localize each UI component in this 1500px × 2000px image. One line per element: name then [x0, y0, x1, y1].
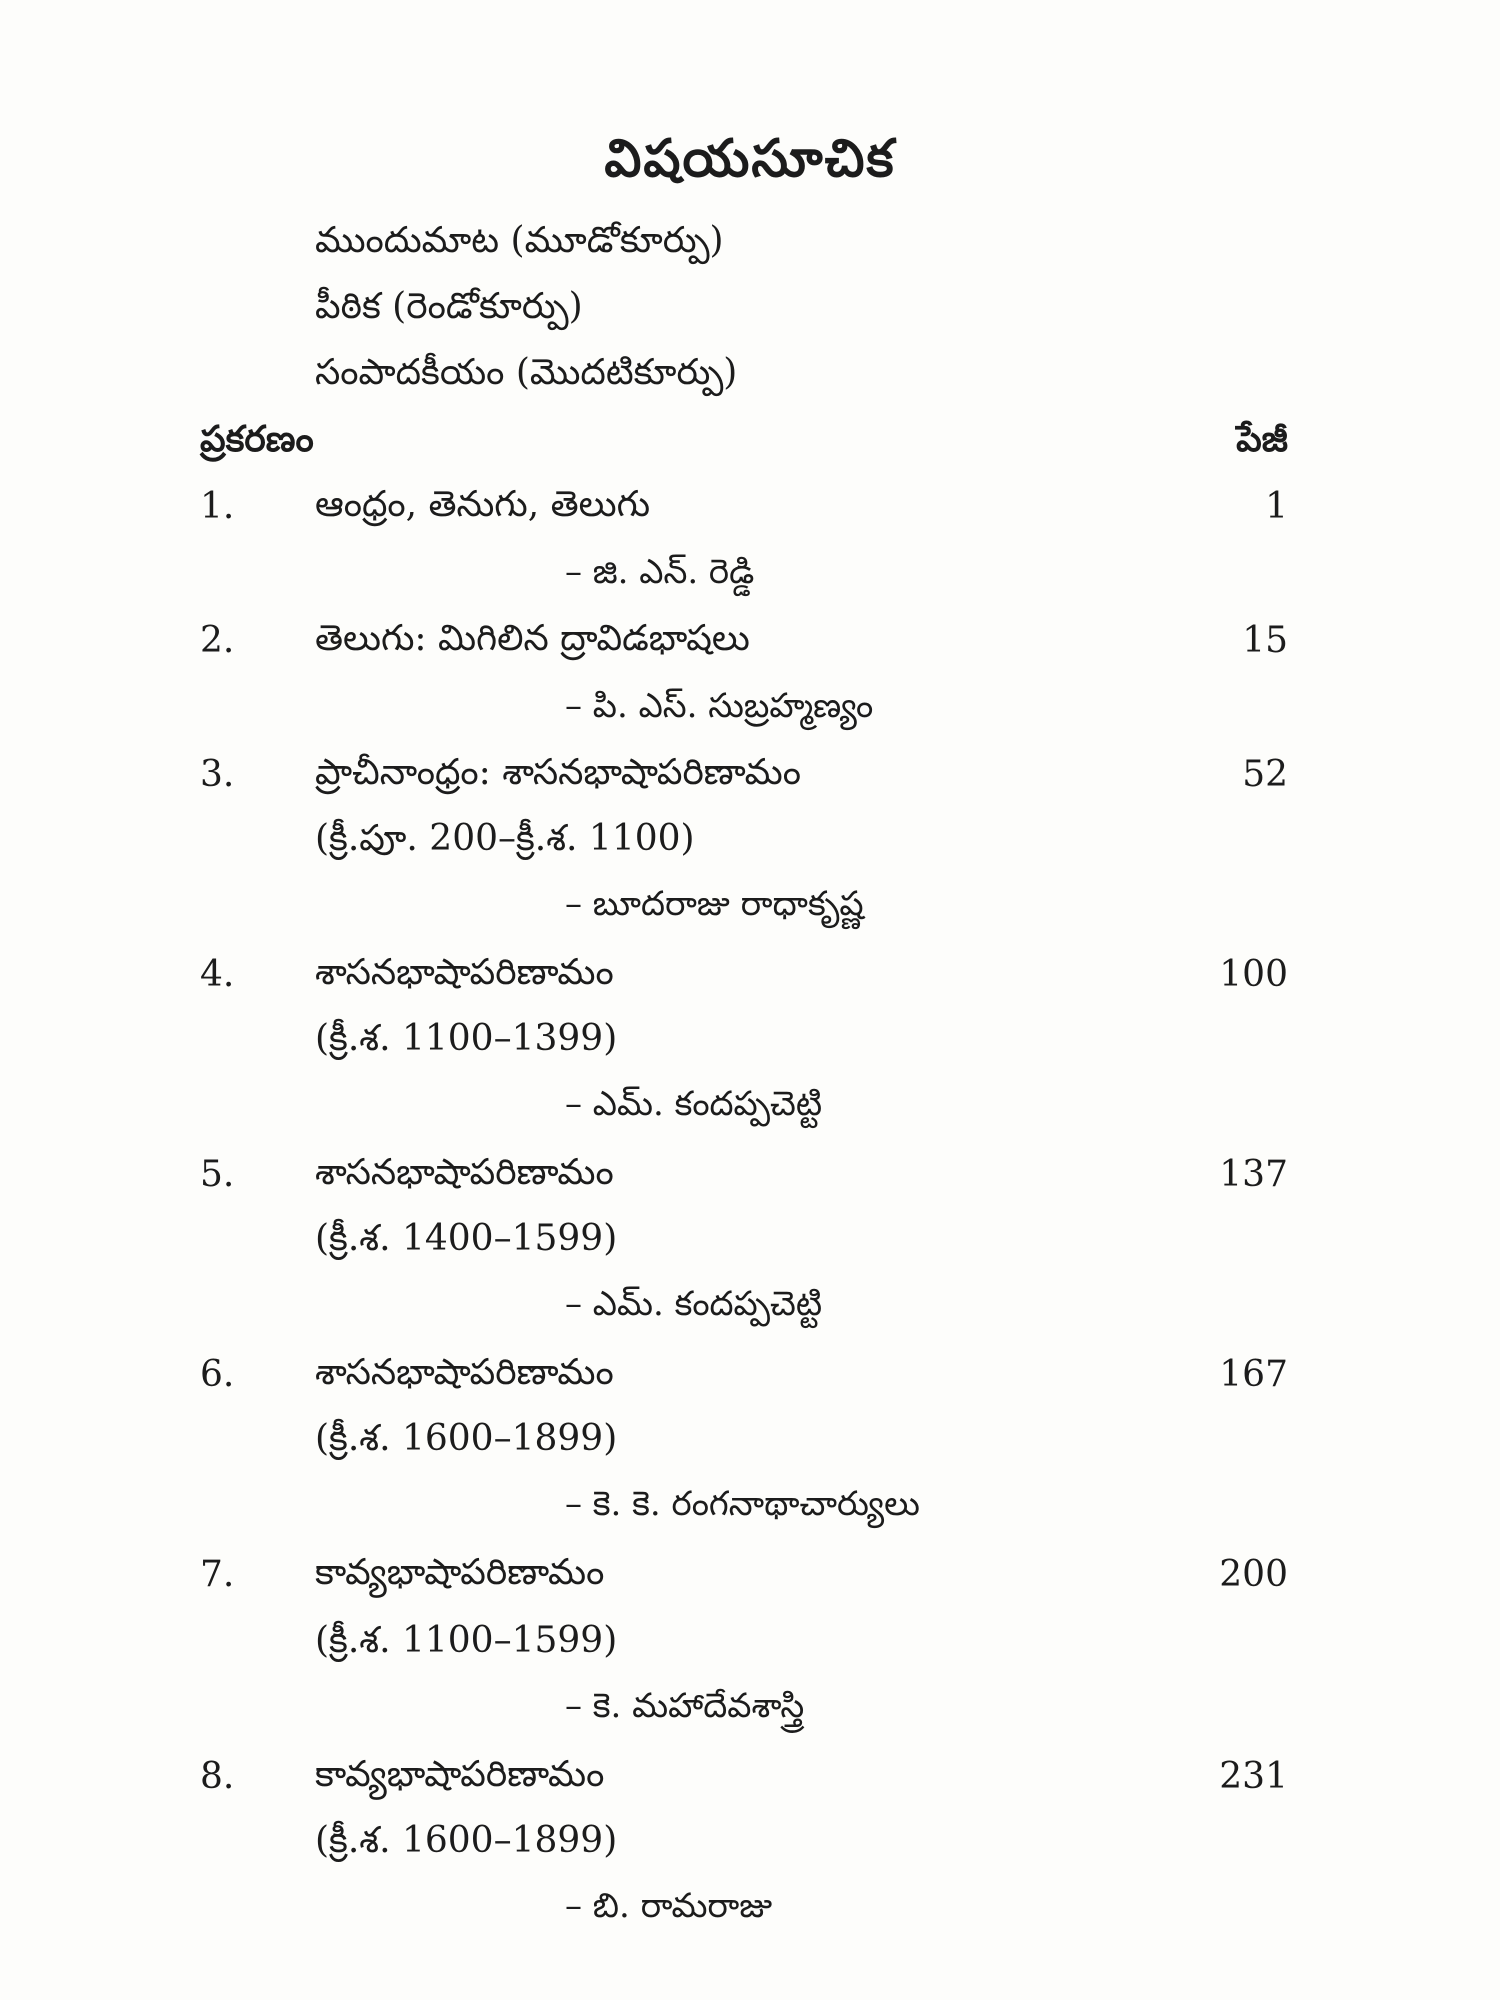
entry-number: 3. — [200, 754, 235, 795]
entry-title: ఆంధ్రం, తెనుగు, తెలుగు — [315, 484, 651, 525]
entry-subtitle: (క్రీ.శ. 1600–1899) — [315, 1418, 618, 1459]
entry-subtitle: (క్రీ.శ. 1100–1599) — [315, 1620, 618, 1661]
entry-subtitle: (క్రీ.శ. 1600–1899) — [315, 1820, 618, 1861]
page-column-header: పేజీ — [1236, 418, 1288, 460]
chapter-column-header: ప్రకరణం — [200, 418, 314, 460]
entry-title: తెలుగు: మిగిలిన ద్రావిడభాషలు — [315, 618, 750, 659]
entry-title: శాసనభాషాపరిణామం — [315, 952, 614, 993]
entry-number: 5. — [200, 1154, 235, 1195]
entry-number: 2. — [200, 620, 235, 661]
entry-title: కావ్యభాషాపరిణామం — [315, 1552, 605, 1593]
entry-author: – కె. మహాదేవశాస్త్రి — [565, 1686, 805, 1726]
entry-page: 52 — [1242, 754, 1288, 795]
entry-author: – పి. ఎస్. సుబ్రహ్మణ్యం — [565, 686, 874, 726]
entry-title: ప్రాచీనాంధ్రం: శాసనభాషాపరిణామం — [315, 752, 801, 793]
entry-number: 7. — [200, 1554, 235, 1595]
entry-page: 231 — [1219, 1756, 1288, 1797]
entry-page: 167 — [1219, 1354, 1288, 1395]
preliminary-item: సంపాదకీయం (మొదటికూర్పు) — [315, 352, 738, 393]
entry-author: – బి. రామరాజు — [565, 1886, 773, 1926]
entry-page: 200 — [1219, 1554, 1288, 1595]
entry-subtitle: (క్రీ.శ. 1100–1399) — [315, 1018, 618, 1059]
entry-author: – బూదరాజు రాధాకృష్ణ — [565, 884, 864, 924]
entry-title: కావ్యభాషాపరిణామం — [315, 1754, 605, 1795]
entry-author: – ఎమ్. కందప్పచెట్టి — [565, 1084, 823, 1124]
entry-page: 100 — [1219, 954, 1288, 995]
entry-author: – జి. ఎన్. రెడ్డి — [565, 552, 755, 592]
entry-title: శాసనభాషాపరిణామం — [315, 1352, 614, 1393]
entry-subtitle: (క్రీ.పూ. 200–క్రీ.శ. 1100) — [315, 818, 695, 859]
entry-author: – ఎమ్. కందప్పచెట్టి — [565, 1284, 823, 1324]
entry-title: శాసనభాషాపరిణామం — [315, 1152, 614, 1193]
entry-page: 1 — [1265, 486, 1288, 527]
entry-number: 8. — [200, 1756, 235, 1797]
preliminary-item: ముందుమాట (మూడోకూర్పు) — [315, 220, 724, 261]
entry-page: 137 — [1219, 1154, 1288, 1195]
entry-page: 15 — [1242, 620, 1288, 661]
page-title: విషయసూచిక — [604, 128, 896, 189]
entry-number: 6. — [200, 1354, 235, 1395]
entry-author: – కె. కె. రంగనాథాచార్యులు — [565, 1484, 920, 1524]
preliminary-item: పీఠిక (రెండోకూర్పు) — [315, 286, 583, 327]
entry-number: 1. — [200, 486, 235, 527]
entry-number: 4. — [200, 954, 235, 995]
entry-subtitle: (క్రీ.శ. 1400–1599) — [315, 1218, 618, 1259]
